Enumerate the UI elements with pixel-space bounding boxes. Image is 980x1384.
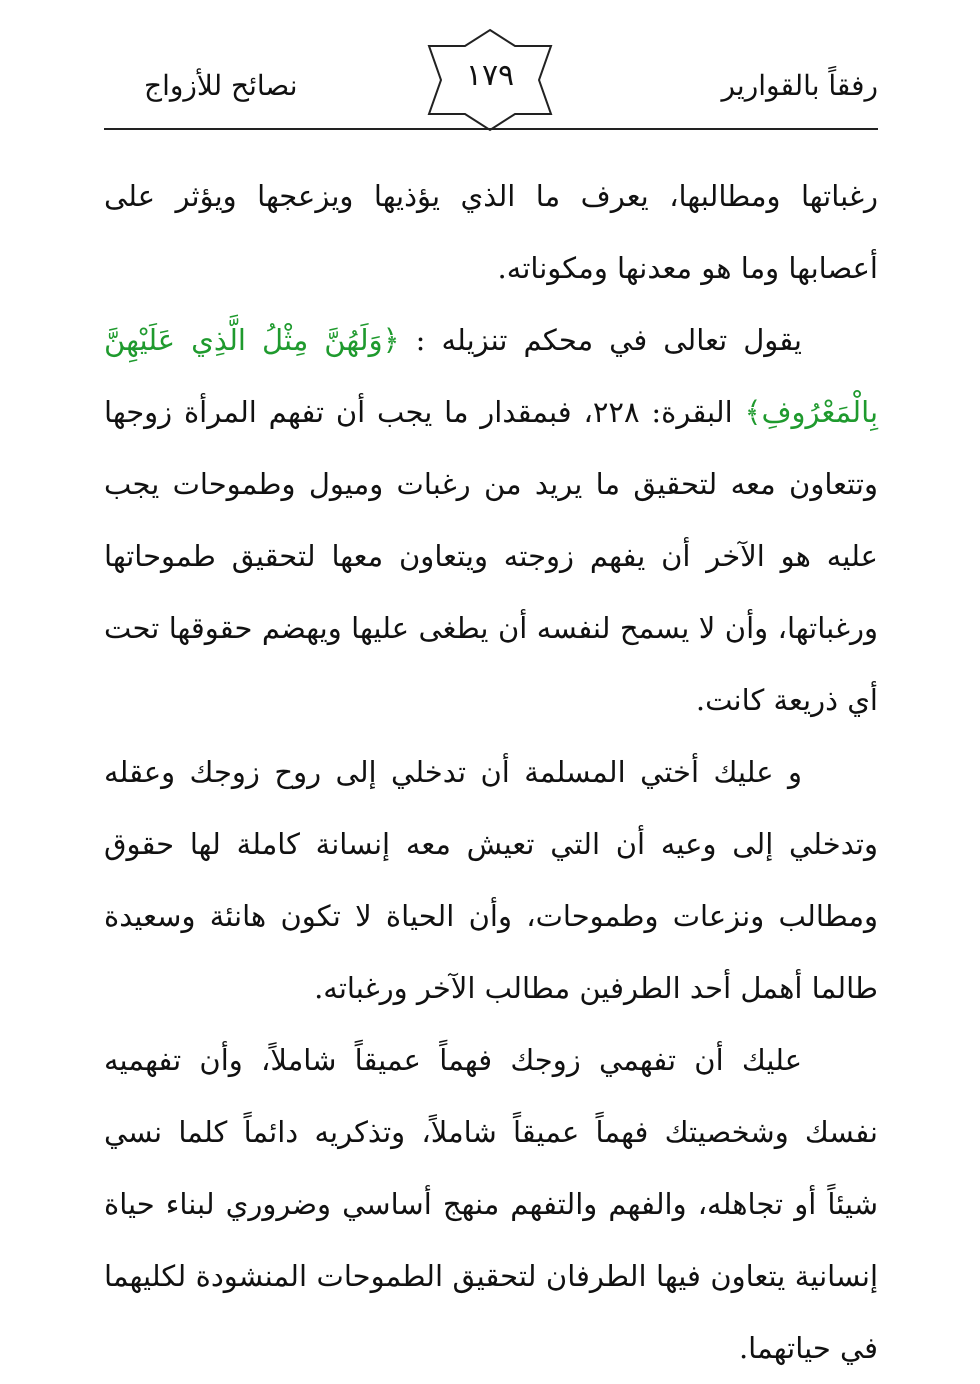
paragraph-2 xyxy=(104,304,878,736)
page-number: ١٧٩ xyxy=(465,58,515,93)
page-header xyxy=(104,28,878,132)
page-number-frame xyxy=(427,28,553,132)
paragraph-2-rest: البقرة: ٢٢٨، فبمقدار ما يجب أن تفهم المرأة زوجها وتتعاون معه لتحقيق ما يريد من رغبات وميول وطموحات يجب عليه هو الآخر أن يفهم زوجته ويتعاون معها لتحقيق طموحاتها ورغباتها، وأن لا يسمح لنفسه أن يطغى عليها ويهضم حقوقها تحت أي ذريعة كانت. xyxy=(104,395,878,717)
header-divider xyxy=(104,128,878,130)
chapter-title: نصائح للأزواج xyxy=(144,69,298,102)
paragraph-1: رغباتها ومطالبها، يعرف ما الذي يؤذيها ويزعجها ويؤثر على أعصابها وما هو معدنها ومكوناته. xyxy=(104,179,878,285)
paragraph-3: و عليك أختي المسلمة أن تدخلي إلى روح زوجك وعقله وتدخلي إلى وعيه أن التي تعيش معه إنسانة كاملة لها حقوق ومطالب ونزعات وطموحات، وأن الحياة لا تكون هانئة وسعيدة طالما أهمل أحد الطرفين مطالب الآخر ورغباته. xyxy=(104,755,878,1005)
quran-verse: ﴿وَلَهُنَّ مِثْلُ الَّذِي عَلَيْهِنَّ بِالْمَعْرُوفِ﴾ xyxy=(104,323,879,429)
paragraph-2-intro: يقول تعالى في محكم تنزيله : xyxy=(399,323,802,357)
paragraph-4: عليك أن تفهمي زوجك فهماً عميقاً شاملاً، وأن تفهميه نفسك وشخصيتك فهماً عميقاً شاملاً، وتذكريه دائماً كلما نسي شيئاً أو تجاهله، والفهم والتفهم منهج أساسي وضروري لبناء حياة إنسانية يتعاون فيها الطرفان لتحقيق الطموحات المنشودة لكليهما في حياتهما. xyxy=(104,1043,878,1365)
main-text xyxy=(104,160,878,1384)
book-title: رفقاً بالقوارير xyxy=(721,69,878,102)
